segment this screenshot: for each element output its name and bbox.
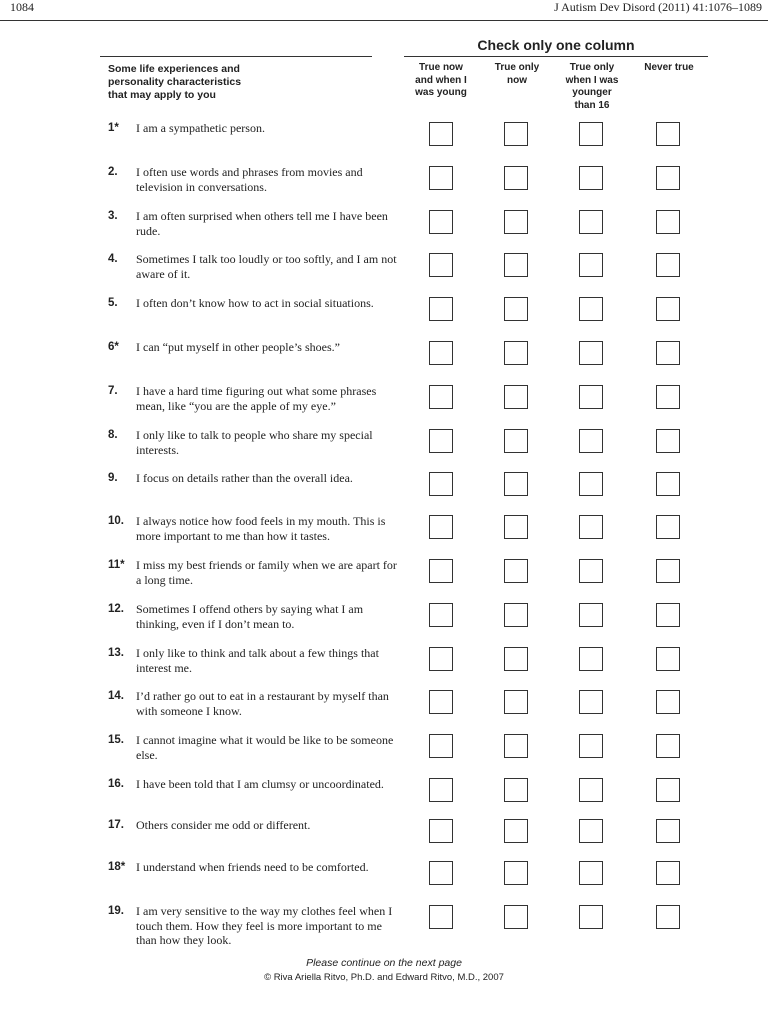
checkbox-true-now-and-young[interactable] [429,603,453,627]
checkbox-never-true[interactable] [656,429,680,453]
item-number: 11* [108,559,125,571]
copyright: © Riva Ariella Ritvo, Ph.D. and Edward Ritvo, M.D., 2007 [264,972,504,983]
checkbox-true-only-younger[interactable] [579,253,603,277]
checkbox-true-only-younger[interactable] [579,210,603,234]
checkbox-never-true[interactable] [656,861,680,885]
column-header-true-now-and-young: True now and when I was young [415,62,467,98]
item-text: I cannot imagine what it would be like to be someone else. [136,733,394,762]
item-row [0,209,768,253]
item-number: 1* [108,122,119,134]
checkbox-never-true[interactable] [656,210,680,234]
checkbox-true-only-now[interactable] [504,603,528,627]
item-row [0,602,768,646]
item-number: 15. [108,734,124,746]
item-text: I often don’t know how to act in social situations. [136,296,374,310]
item-text: I am a sympathetic person. [136,121,265,135]
item-number: 7. [108,385,118,397]
header-rule [0,20,768,21]
item-row [0,471,768,515]
checkbox-true-now-and-young[interactable] [429,647,453,671]
checkbox-true-now-and-young[interactable] [429,515,453,539]
checkbox-true-only-now[interactable] [504,210,528,234]
item-number: 5. [108,297,118,309]
checkbox-true-now-and-young[interactable] [429,385,453,409]
item-text: I only like to talk to people who share my special interests. [136,428,373,457]
checkbox-true-only-younger[interactable] [579,341,603,365]
checkbox-true-now-and-young[interactable] [429,734,453,758]
checkbox-true-only-now[interactable] [504,559,528,583]
checkbox-never-true[interactable] [656,515,680,539]
item-number: 6* [108,341,119,353]
journal-reference: J Autism Dev Disord (2011) 41:1076–1089 [554,0,762,14]
continue-note: Please continue on the next page [306,957,462,969]
checkbox-never-true[interactable] [656,819,680,843]
checkbox-true-only-now[interactable] [504,472,528,496]
checkbox-true-only-now[interactable] [504,166,528,190]
checkbox-true-only-now[interactable] [504,515,528,539]
checkbox-true-only-younger[interactable] [579,429,603,453]
checkbox-true-only-younger[interactable] [579,778,603,802]
column-header-true-only-now: True only now [494,62,540,86]
checkbox-true-now-and-young[interactable] [429,341,453,365]
checkbox-true-only-younger[interactable] [579,122,603,146]
checkbox-true-only-now[interactable] [504,385,528,409]
item-text: I am often surprised when others tell me I have been rude. [136,209,388,238]
checkbox-true-only-younger[interactable] [579,472,603,496]
item-number: 12. [108,603,124,615]
item-row [0,818,768,862]
checkbox-never-true[interactable] [656,122,680,146]
checkbox-true-only-now[interactable] [504,122,528,146]
checkbox-true-now-and-young[interactable] [429,861,453,885]
item-number: 16. [108,778,124,790]
item-number: 4. [108,253,118,265]
item-row [0,646,768,690]
item-text: I miss my best friends or family when we are apart for a long time. [136,558,397,587]
checkbox-true-only-now[interactable] [504,905,528,929]
item-row [0,558,768,602]
item-row [0,860,768,904]
checkbox-never-true[interactable] [656,603,680,627]
item-number: 13. [108,647,124,659]
checkbox-true-only-younger[interactable] [579,297,603,321]
checkbox-never-true[interactable] [656,559,680,583]
item-number: 8. [108,429,118,441]
checkbox-never-true[interactable] [656,734,680,758]
checkbox-never-true[interactable] [656,297,680,321]
item-row [0,514,768,558]
checkbox-true-now-and-young[interactable] [429,559,453,583]
checkbox-true-now-and-young[interactable] [429,778,453,802]
item-text: I only like to think and talk about a few things that interest me. [136,646,379,675]
checkbox-never-true[interactable] [656,690,680,714]
checkbox-never-true[interactable] [656,905,680,929]
item-row [0,428,768,472]
checkbox-true-only-now[interactable] [504,690,528,714]
item-row [0,121,768,165]
checkbox-true-now-and-young[interactable] [429,472,453,496]
item-row [0,384,768,428]
item-text: I understand when friends need to be comforted. [136,860,369,874]
checkbox-never-true[interactable] [656,253,680,277]
item-number: 19. [108,905,124,917]
checkbox-true-only-now[interactable] [504,429,528,453]
item-row [0,340,768,384]
item-number: 9. [108,472,118,484]
item-number: 3. [108,210,118,222]
item-text: I can “put myself in other people’s shoes.” [136,340,340,354]
checkbox-true-only-younger[interactable] [579,905,603,929]
checkbox-never-true[interactable] [656,647,680,671]
item-text: I often use words and phrases from movies and television in conversations. [136,165,363,194]
column-header-true-only-younger: True only when I was younger than 16 [565,62,619,111]
item-text: I have been told that I am clumsy or uncoordinated. [136,777,384,791]
checkbox-true-only-now[interactable] [504,341,528,365]
checkbox-never-true[interactable] [656,341,680,365]
checkbox-true-only-now[interactable] [504,734,528,758]
checkbox-true-now-and-young[interactable] [429,253,453,277]
checkbox-true-now-and-young[interactable] [429,819,453,843]
checkbox-true-only-now[interactable] [504,861,528,885]
item-text: Sometimes I offend others by saying what I am thinking, even if I don’t mean to. [136,602,364,631]
page-header [0,0,768,20]
checkbox-true-only-now[interactable] [504,253,528,277]
checkbox-never-true[interactable] [656,472,680,496]
checkbox-true-only-younger[interactable] [579,603,603,627]
checkbox-true-only-younger[interactable] [579,385,603,409]
checkbox-true-only-younger[interactable] [579,819,603,843]
intro-rule [100,56,372,57]
item-number: 14. [108,690,124,702]
item-text: I always notice how food feels in my mouth. This is more important to me than how it tastes. [136,514,386,543]
item-row [0,733,768,777]
checkbox-true-only-younger[interactable] [579,166,603,190]
item-text: I am very sensitive to the way my clothes feel when I touch them. How they feel is more important to me than how they look. [136,904,393,947]
intro-heading: Some life experiences and personality characteristics that may apply to you [108,63,242,101]
column-header-never-true: Never true [644,62,694,73]
checkbox-never-true[interactable] [656,166,680,190]
item-text: Sometimes I talk too loudly or too softly, and I am not aware of it. [136,252,397,281]
item-number: 2. [108,166,118,178]
item-number: 10. [108,515,124,527]
columns-rule [404,56,708,57]
checkbox-true-only-now[interactable] [504,819,528,843]
item-text: Others consider me odd or different. [136,818,311,832]
item-row [0,296,768,340]
checkbox-never-true[interactable] [656,778,680,802]
checkbox-true-now-and-young[interactable] [429,297,453,321]
checkbox-true-now-and-young[interactable] [429,122,453,146]
checkbox-true-now-and-young[interactable] [429,905,453,929]
check-column-title: Check only one column [477,37,635,53]
checkbox-true-only-now[interactable] [504,297,528,321]
item-row [0,165,768,209]
checkbox-true-only-now[interactable] [504,778,528,802]
item-row [0,689,768,733]
checkbox-true-only-now[interactable] [504,647,528,671]
item-row [0,252,768,296]
checkbox-true-only-younger[interactable] [579,861,603,885]
checkbox-true-only-younger[interactable] [579,690,603,714]
item-text: I’d rather go out to eat in a restaurant by myself than with someone I know. [136,689,389,718]
item-text: I have a hard time figuring out what some phrases mean, like “you are the apple of my eye.” [136,384,377,413]
checkbox-true-now-and-young[interactable] [429,210,453,234]
checkbox-true-now-and-young[interactable] [429,690,453,714]
item-row [0,777,768,821]
item-row [0,904,768,948]
page-number: 1084 [10,0,34,14]
checkbox-true-now-and-young[interactable] [429,429,453,453]
checkbox-true-only-younger[interactable] [579,559,603,583]
item-number: 17. [108,819,124,831]
item-text: I focus on details rather than the overall idea. [136,471,353,485]
checkbox-true-now-and-young[interactable] [429,166,453,190]
checkbox-true-only-younger[interactable] [579,515,603,539]
item-number: 18* [108,861,126,873]
checkbox-never-true[interactable] [656,385,680,409]
checkbox-true-only-younger[interactable] [579,647,603,671]
checkbox-true-only-younger[interactable] [579,734,603,758]
